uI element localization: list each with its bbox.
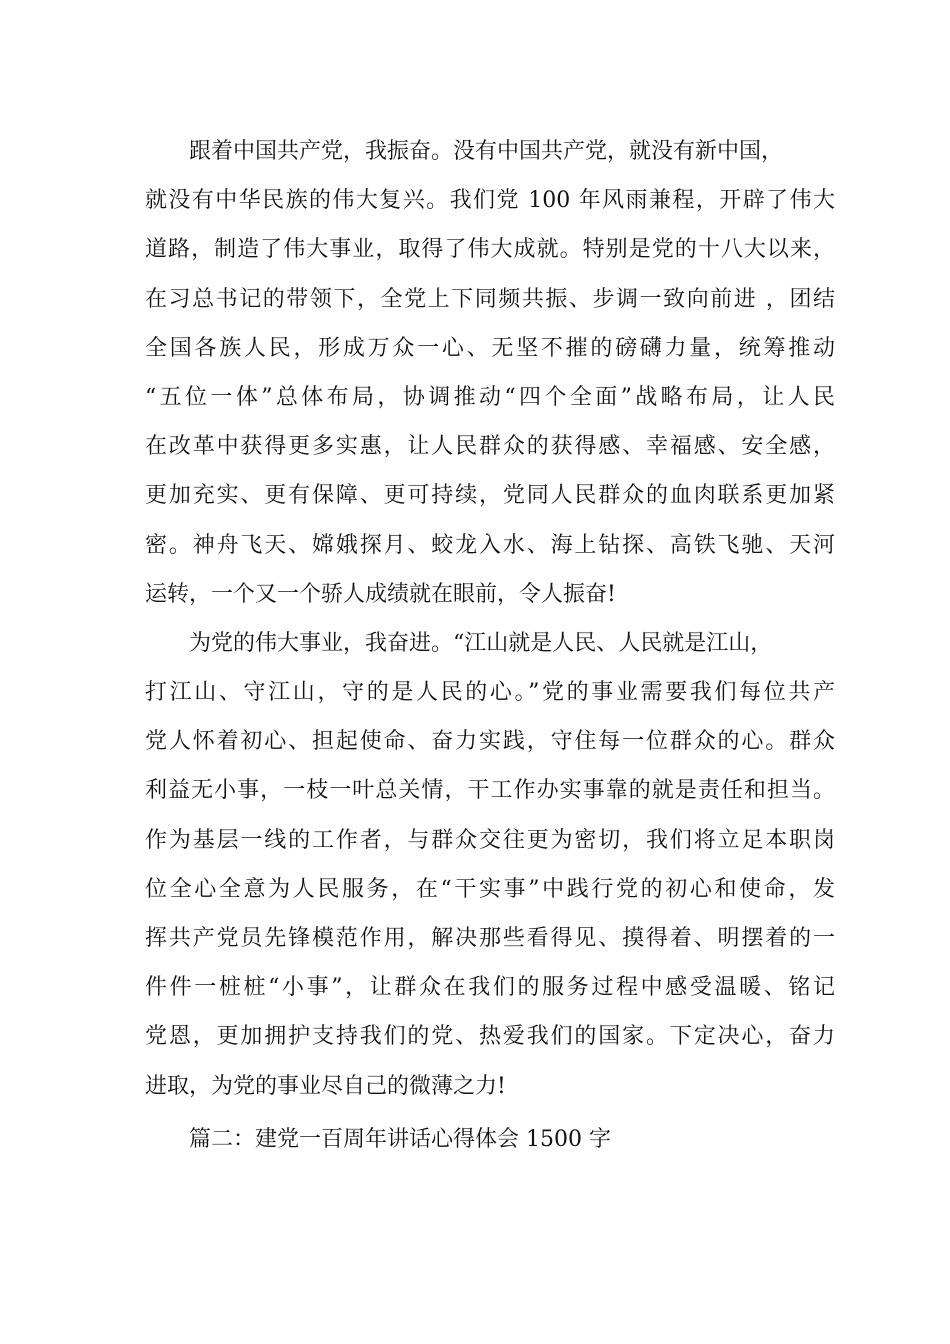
paragraph-line: 道路，制造了伟大事业，取得了伟大成就。特别是党的十八大以来，	[145, 237, 835, 263]
document-body	[145, 127, 835, 1164]
paragraph-line: 挥共产党员先锋模范作用，解决那些看得见、摸得着、明摆着的一	[145, 926, 835, 951]
paragraph-line: 利益无小事，一枝一叶总关情，干工作办实事靠的就是责任和担当。	[145, 778, 835, 804]
paragraph-line: 运转，一个又一个骄人成绩就在眼前，令人振奋!	[145, 581, 616, 607]
paragraph-line: 党恩，更加拥护支持我们的党、热爱我们的国家。下定决心，奋力	[145, 1024, 835, 1050]
paragraph-line: 更加充实、更有保障、更可持续，党同人民群众的血肉联系更加紧	[145, 483, 835, 509]
paragraph-line: 在改革中获得更多实惠，让人民群众的获得感、幸福感、安全感，	[145, 434, 835, 460]
paragraph-line: 作为基层一线的工作者，与群众交往更为密切，我们将立足本职岗	[145, 827, 835, 853]
paragraph-1	[145, 127, 835, 619]
paragraph-line: 在习总书记的带领下，全党上下同频共振、步调一致向前进 ，团结	[145, 286, 835, 312]
paragraph-line: 打江山、守江山，守的是人民的心。”党的事业需要我们每位共产	[145, 680, 835, 706]
paragraph-line: 件件一桩桩“小事”，让群众在我们的服务过程中感受温暖、铭记	[145, 975, 835, 1001]
paragraph-line: 密。神舟飞天、嫦娥探月、蛟龙入水、海上钻探、高铁飞驰、天河	[145, 532, 835, 558]
paragraph-line: 党人怀着初心、担起使命、奋力实践，守住每一位群众的心。群众	[145, 729, 835, 755]
paragraph-line: 全国各族人民，形成万众一心、无坚不摧的磅礴力量，统筹推动	[145, 335, 835, 361]
section-heading: 篇二：建党一百周年讲话心得体会 1500 字	[189, 1126, 611, 1152]
paragraph-line: 跟着中国共产党，我振奋。没有中国共产党，就没有新中国，	[189, 139, 784, 164]
paragraph-line: 就没有中华民族的伟大复兴。我们党 100 年风雨兼程，开辟了伟大	[145, 188, 835, 214]
paragraph-line: “五位一体”总体布局，协调推动“四个全面”战略布局，让人民	[145, 384, 835, 410]
paragraph-2	[145, 619, 835, 1111]
paragraph-line: 进取，为党的事业尽自己的微薄之力!	[145, 1073, 506, 1099]
paragraph-line: 为党的伟大事业，我奋进。“江山就是人民、人民就是江山，	[189, 630, 773, 656]
paragraph-line: 位全心全意为人民服务，在“干实事”中践行党的初心和使命，发	[145, 876, 835, 902]
